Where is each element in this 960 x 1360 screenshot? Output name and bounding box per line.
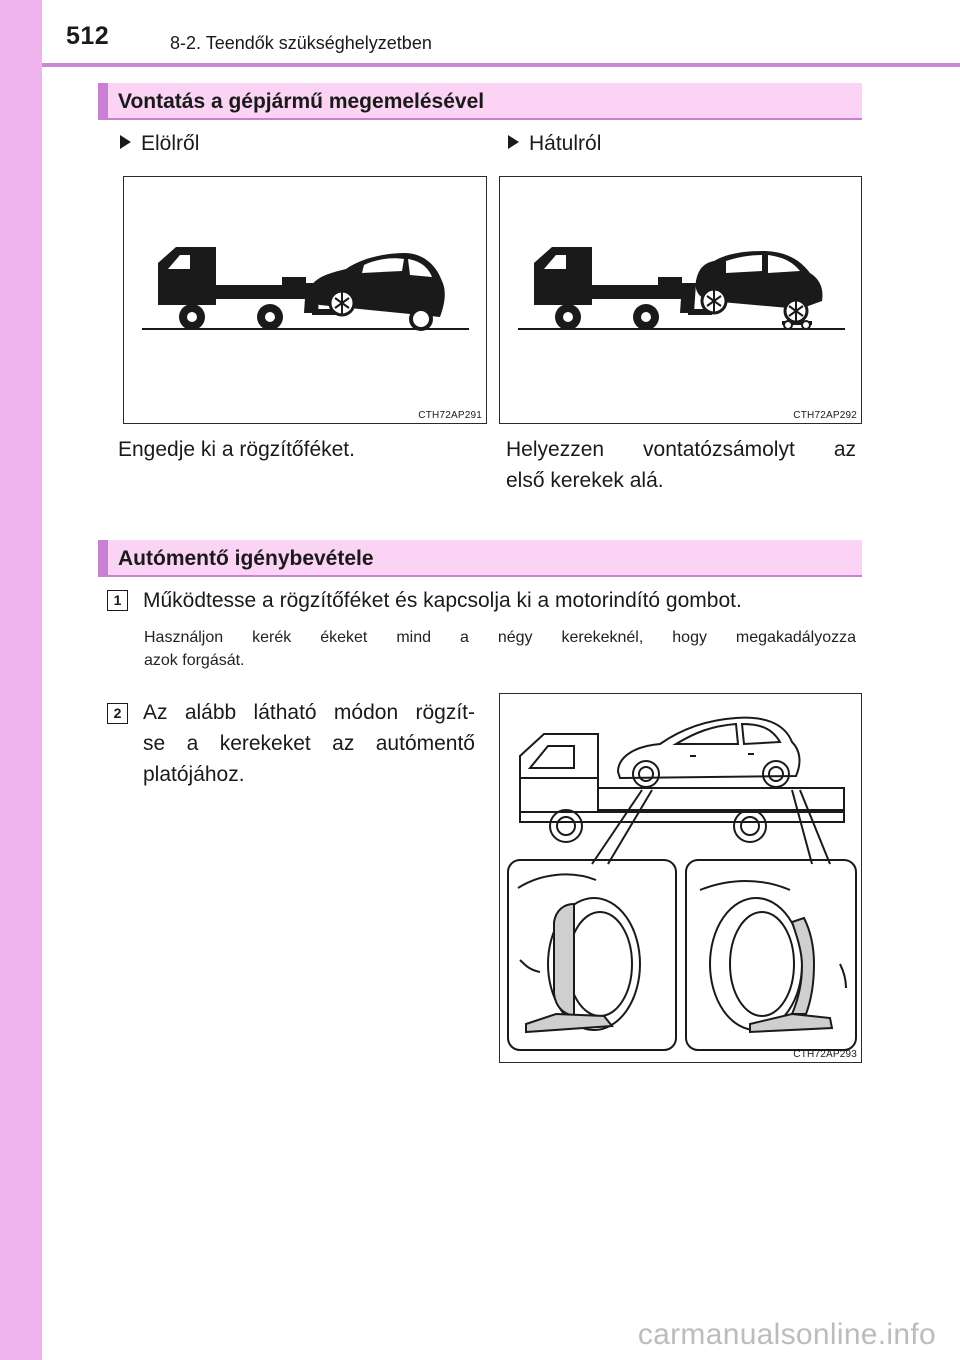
triangle-bullet-icon: [508, 135, 519, 149]
step-1-note-line2: azok forgását.: [144, 652, 245, 669]
step-1-text: Működtesse a rögzítőféket és kapcsolja ki a motorindító gombot.: [143, 589, 742, 612]
step-number-2: 2: [107, 703, 128, 724]
rear-label: [508, 132, 601, 156]
watermark: carmanualsonline.info: [637, 1318, 936, 1351]
rear-label-text: Hátulról: [529, 132, 602, 155]
flatbed-figure: [499, 693, 862, 1063]
header-divider: [42, 63, 960, 67]
step-2-line2: se a kerekeket az autómentő: [143, 732, 475, 755]
rear-tow-figure: [499, 176, 862, 424]
chapter-title: 8-2. Teendők szükséghelyzetben: [170, 33, 432, 53]
rear-caption-line1: Helyezzen vontatózsámolyt az: [506, 438, 856, 461]
section-title: Autómentő igénybevétele: [118, 547, 374, 570]
front-caption: Engedje ki a rögzítőféket.: [118, 438, 355, 461]
page-number: 512: [66, 22, 110, 50]
front-label: [120, 132, 199, 156]
figure-code: CTH72AP292: [793, 410, 857, 421]
section-title: Vontatás a gépjármű megemelésével: [118, 90, 485, 113]
tow-truck-rear-illustration: [500, 177, 860, 422]
tow-truck-front-illustration: [124, 177, 485, 422]
figure-code: CTH72AP291: [418, 410, 482, 421]
front-tow-figure: [123, 176, 487, 424]
rear-caption-line2: első kerekek alá.: [506, 469, 664, 492]
step-2-line1: Az alább látható módon rögzít-: [143, 701, 475, 724]
section-heading-flatbed: [98, 540, 862, 577]
step-number-1: 1: [107, 590, 128, 611]
step-1-note-line1: Használjon kerék ékeket mind a négy kerekeknél, hogy megakadályozza: [144, 629, 856, 646]
front-label-text: Elölről: [141, 132, 200, 155]
triangle-bullet-icon: [120, 135, 131, 149]
figure-code: CTH72AP293: [793, 1049, 857, 1060]
flatbed-truck-illustration: [500, 694, 860, 1061]
page-sidebar: [0, 0, 42, 1360]
step-2-line3: platójához.: [143, 763, 245, 786]
section-heading-lift: [98, 83, 862, 120]
